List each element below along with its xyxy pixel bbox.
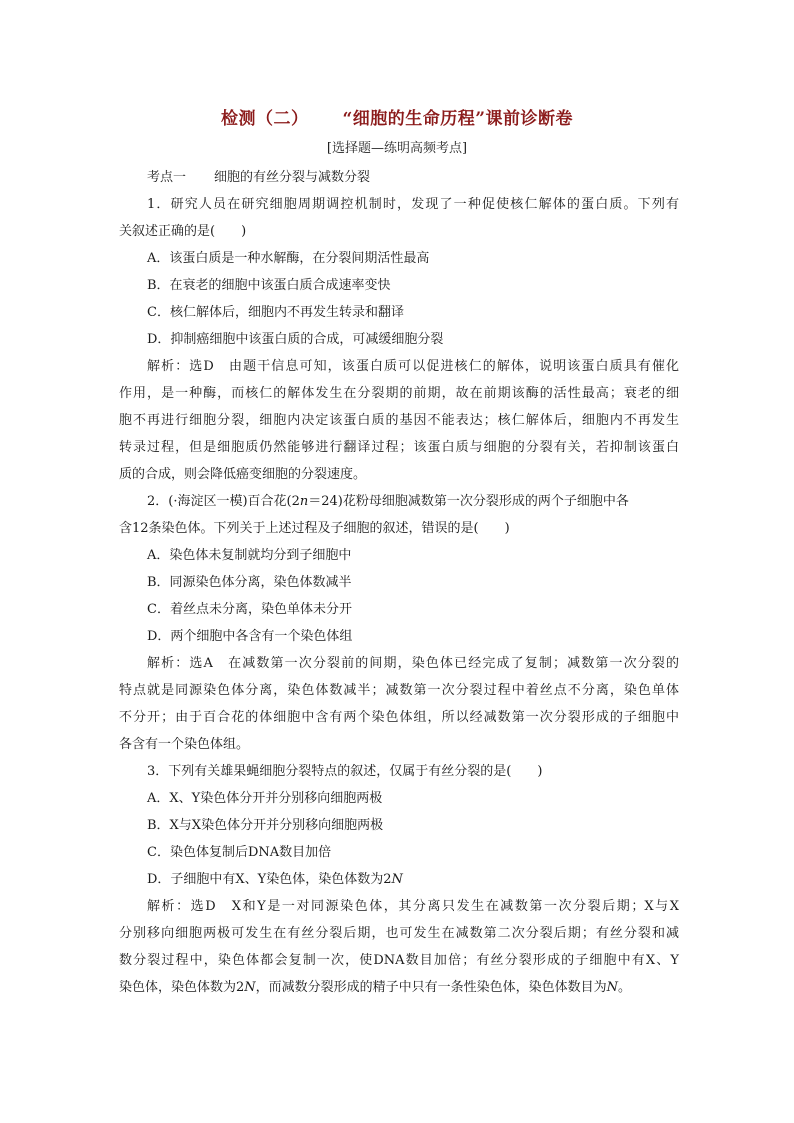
content-body (119, 164, 679, 1001)
q1-explanation-line2: 作用，是一种酶，而核仁的解体发生在分裂期的前期，故在前期该酶的活性最高；衰老的细 (119, 386, 679, 401)
q3-exp4-text-c: 。 (618, 980, 632, 995)
q1-option-b: B．在衰老的细胞中该蛋白质合成速率变快 (147, 278, 391, 293)
kaodian-heading (119, 164, 679, 191)
q2-stem-var-n: n (299, 494, 309, 509)
q1-option-d: D．抑制癌细胞中该蛋白质的合成，可减缓细胞分裂 (147, 332, 444, 347)
title-part2: “细胞的生命历程”课前诊断卷 (342, 109, 574, 129)
page-subtitle: [选择题—练明高频考点] (326, 141, 468, 156)
q2-explanation-line1: 解析：选A 在减数第一次分裂前的间期，染色体已经完成了复制；减数第一次分裂的 (147, 656, 679, 671)
q3-option-d-var-n: N (391, 872, 403, 887)
q3-stem: 3．下列有关雄果蝇细胞分裂特点的叙述，仅属于有丝分裂的是( ) (147, 764, 543, 779)
q1-stem-line2: 关叙述正确的是( ) (119, 224, 247, 239)
q3-explanation-line2: 分别移向细胞两极可发生在有丝分裂后期，也可发生在减数第二次分裂后期；有丝分裂和减 (119, 926, 679, 941)
q2-option-a: A．染色体未复制就均分到子细胞中 (147, 548, 352, 563)
q2-stem-text-a: 2．(·海淀区一模)百合花(2 (147, 494, 300, 509)
q2-explanation-line2: 特点就是同源染色体分离，染色体数减半；减数第一次分裂过程中着丝点不分离，染色单体 (119, 683, 679, 698)
q2-stem-line1 (119, 488, 679, 515)
q3-option-d (119, 866, 679, 893)
q3-exp4-text-b: ，而减数分裂形成的精子中只有一条性染色体，染色体数目为 (255, 980, 607, 995)
q2-explanation-line4: 各含有一个染色体组。 (119, 737, 250, 752)
page-title (0, 104, 794, 129)
q3-explanation-line1: 解析：选D X和Y是一对同源染色体，其分离只发生在减数第一次分裂后期；X与X (147, 899, 679, 914)
q2-explanation-line3: 不分开；由于百合花的体细胞中含有两个染色体组，所以经减数第一次分裂形成的子细胞中 (119, 710, 679, 725)
q1-explanation-line3: 胞不再进行细胞分裂，细胞内决定该蛋白质的基因不能表达；核仁解体后，细胞内不再发生 (119, 413, 679, 428)
q2-option-b: B．同源染色体分离，染色体数减半 (147, 575, 352, 590)
q3-option-c: C．染色体复制后DNA数目加倍 (147, 845, 332, 860)
q3-explanation-line3: 数分裂过程中，染色体都会复制一次，使DNA数目加倍；有丝分裂形成的子细胞中有X、Y (119, 953, 679, 968)
q2-option-c: C．着丝点未分离，染色单体未分开 (147, 602, 352, 617)
q2-stem-text-b: ＝24)花粉母细胞减数第一次分裂形成的两个子细胞中各 (308, 494, 629, 509)
q3-option-b: B．X与X染色体分开并分别移向细胞两极 (147, 818, 384, 833)
q1-explanation-line5: 质的合成，则会降低癌变细胞的分裂速度。 (119, 467, 367, 482)
q3-exp4-var-n1: N (244, 980, 256, 995)
q1-option-c: C．核仁解体后，细胞内不再发生转录和翻译 (147, 305, 404, 320)
kaodian-label: 考点一 (147, 170, 187, 185)
q1-explanation-line1: 解析：选D 由题干信息可知，该蛋白质可以促进核仁的解体，说明该蛋白质具有催化 (147, 359, 679, 374)
kaodian-name: 细胞的有丝分裂与减数分裂 (214, 170, 371, 185)
q3-option-a: A．X、Y染色体分开并分别移向细胞两极 (147, 791, 383, 806)
q3-exp4-var-n2: N (606, 980, 619, 995)
q3-explanation-line4 (119, 974, 679, 1001)
q1-option-a: A．该蛋白质是一种水解酶，在分裂间期活性最高 (147, 251, 430, 266)
q3-option-d-text: D．子细胞中有X、Y染色体，染色体数为2 (147, 872, 392, 887)
q1-stem-line1: 1．研究人员在研究细胞周期调控机制时，发现了一种促使核仁解体的蛋白质。下列有 (147, 197, 679, 212)
q3-exp4-text-a: 染色体，染色体数为2 (119, 980, 245, 995)
title-part1: 检测（二） (220, 109, 309, 129)
q2-option-d: D．两个细胞中各含有一个染色体组 (147, 629, 353, 644)
q2-stem-line2: 含12条染色体。下列关于上述过程及子细胞的叙述，错误的是( ) (119, 521, 510, 536)
q1-explanation-line4: 转录过程，但是细胞质仍然能够进行翻译过程；该蛋白质与细胞的分裂有关，若抑制该蛋白 (119, 440, 679, 455)
